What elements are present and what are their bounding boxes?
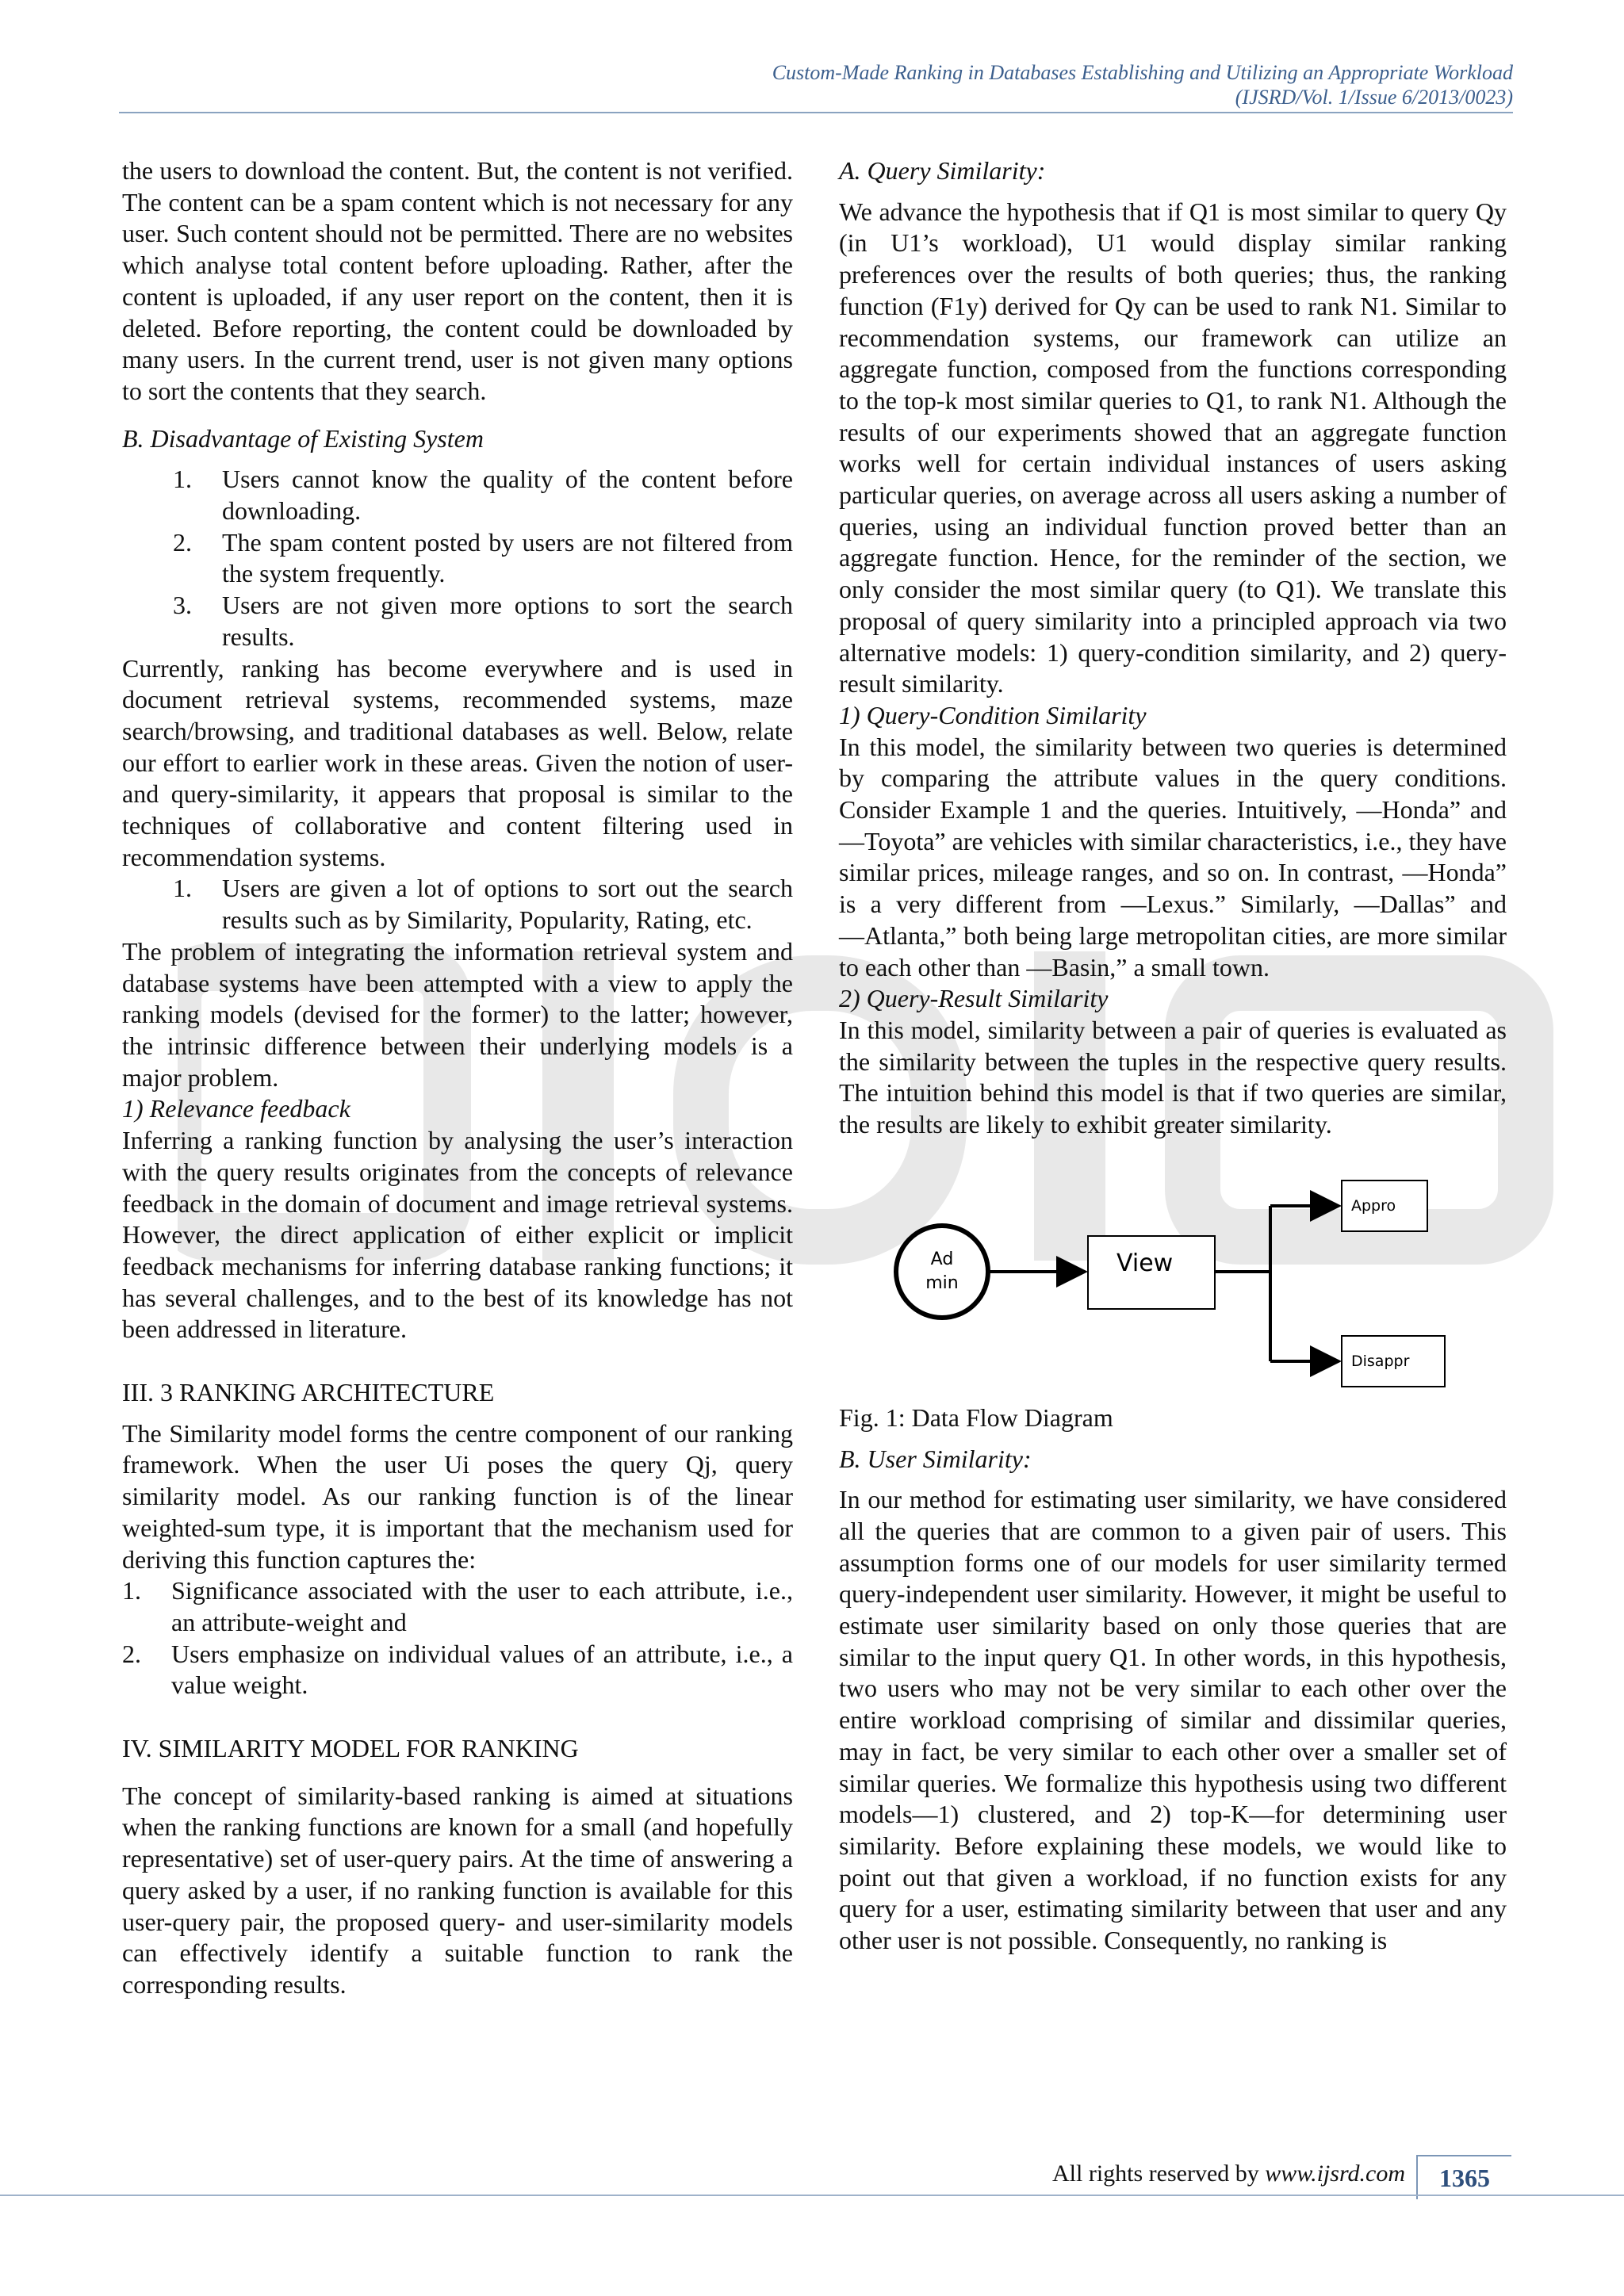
subsection-query-result: 2) Query-Result Similarity — [839, 984, 1109, 1013]
figure-caption: Fig. 1: Data Flow Diagram — [839, 1402, 1113, 1432]
page-number: 1365 — [1416, 2155, 1511, 2199]
subsection-query-similarity: A. Query Similarity: — [839, 156, 1046, 185]
running-head-title: Custom-Made Ranking in Databases Establishing and Utilizing an Appropriate Workload — [772, 61, 1513, 84]
list-item: 2. Users emphasize on individual values of an attribute, i.e., a value weight. — [122, 1639, 793, 1700]
user-similarity-paragraph: In our method for estimating user similarity, we have considered all the queries that are common to a given pair of users. This assumption forms one of our models for user similarity termed query-independent user similarity. However, it might be useful to estimate user similarity based on only those queries that are similar to the input query Q1. In other words, in this hypothesis, two users who may not be very similar to each other over the entire workload comprising of similar and dissimilar queries, may in fact, be very similar to each other over a smaller set of similar queries. We formalize this hypothesis using two different models—1) clustered, and 2) top-K—for determining user similarity. Before explaining these models, we would like to point out that given a workload, if no function exists for any query for a user, estimating similarity between that user and any other user is not possible. Consequently, no ranking is — [839, 1485, 1507, 1955]
footer-site-link[interactable]: www.ijsrd.com — [1265, 2160, 1405, 2187]
disadvantage-list — [122, 464, 793, 652]
problem-paragraph: The problem of integrating the information retrieval system and database systems have been attempted with a view to apply the ranking models (devised for the former) to the latter; however, the intrinsic difference between their underlying models is a major problem. — [122, 936, 793, 1092]
captures-list — [122, 1575, 793, 1701]
list-item: 1. Users cannot know the quality of the content before downloading. — [173, 465, 793, 526]
query-condition-paragraph: In this model, the similarity between two queries is determined by comparing the attribute values in the query conditions. Consider Example 1 and the queries. Intuitively, ―Honda” and ―Toyota” are vehicles with similar characteristics, i.e., they have similar prices, mileage ranges, and so on. In contrast, ―Honda” is a very different from ―Lexus.” Similarly, ―Dallas” and ―Atlanta,” both being large metropolitan cities, are more similar to each other than ―Basin,” a small town. — [839, 732, 1507, 982]
list-item: 3. Users are not given more options to sort the search results. — [173, 591, 793, 651]
list-item: 2. The spam content posted by users are not filtered from the system frequently. — [173, 527, 793, 588]
query-similarity-paragraph: We advance the hypothesis that if Q1 is most similar to query Qy (in U1’s workload), U1 would display similar ranking preferences over the results of both queries; thus, the ranking function (F1y) derived for Qy can be used to rank N1. Similar to recommendation systems, our framework can utilize an aggregate function, composed from the functions corresponding to the top-k most similar queries to Q1, to rank N1. Although the results of our experiments showed that an aggregate function works well for certain individual instances of users asking particular queries, on average across all users asking a number of queries, using an individual function proved better than an aggregate function. Hence, for the reminder of the section, we only consider the most similar query (to Q1). We translate this proposal of query similarity into a principled approach via two alternative models: 1) query-condition similarity, and 2) query-result similarity. — [839, 197, 1507, 698]
admin-node-label-2: min — [925, 1272, 959, 1293]
intro-paragraph: the users to download the content. But, the content is not verified. The content can be a spam content which is not necessary for any user. Such content should not be permitted. There are no websites which analyse total content before uploading. Rather, after the content is uploaded, if any user report on the content, then it is deleted. Before reporting, the content could be downloaded by many users. In the current trend, user is not given many options to sort the contents that they search. — [122, 156, 793, 405]
list-item: 1. Users are given a lot of options to sort out the search results such as by Similarity, Popularity, Rating, etc. — [173, 874, 793, 935]
footer-rule — [0, 2195, 1624, 2196]
subsection-query-condition: 1) Query-Condition Similarity — [839, 700, 1147, 729]
running-head — [772, 60, 1513, 109]
section-iii-title: III. 3 RANKING ARCHITECTURE — [122, 1378, 495, 1407]
subsection-disadvantage: B. Disadvantage of Existing System — [122, 423, 484, 453]
footer-rights-text: All rights reserved by — [1052, 2160, 1266, 2187]
section-iv-paragraph: The concept of similarity-based ranking is aimed at situations when the ranking functions are known for a small (and hopefully representative) set of user-query pairs. At the time of answering a query asked by a user, if no ranking function is available for this user-query pair, the proposed query- and user-similarity models can effectively identify a suitable function to rank the corresponding results. — [122, 1781, 793, 1999]
options-list — [122, 873, 793, 936]
footer-rights — [1052, 2160, 1405, 2188]
data-flow-diagram — [839, 1173, 1507, 1402]
header-rule — [119, 112, 1513, 113]
admin-node — [896, 1226, 988, 1318]
view-node-label: View — [1116, 1249, 1174, 1277]
disappr-node-label: Disappr — [1351, 1352, 1410, 1370]
inferring-paragraph: Inferring a ranking function by analysing the user’s interaction with the query results originates from the concepts of relevance feedback in the domain of document and image retrieval systems. However, the direct application of either explicit or implicit feedback mechanisms for inferring database ranking functions; it has several challenges, and to the best of its knowledge has not been addressed in literature. — [122, 1126, 793, 1344]
section-iv-title: IV. SIMILARITY MODEL FOR RANKING — [122, 1734, 579, 1763]
appro-node-label: Appro — [1351, 1196, 1396, 1215]
list-item: 1. Significance associated with the user to each attribute, i.e., an attribute-weight and — [122, 1576, 793, 1636]
subsection-user-similarity: B. User Similarity: — [839, 1444, 1032, 1473]
right-column — [839, 155, 1507, 1957]
query-result-paragraph: In this model, similarity between a pair of queries is evaluated as the similarity between the tuples in the respective query results. The intuition behind this model is that if two queries are similar, the results are likely to exhibit greater similarity. — [839, 1015, 1507, 1139]
section-iii-paragraph: The Similarity model forms the centre component of our ranking framework. When the user Ui poses the query Qj, query similarity model. As our ranking function is of the linear weighted-sum type, it is important that the mechanism used for deriving this function captures the: — [122, 1418, 793, 1574]
admin-node-label-1: Ad — [930, 1249, 954, 1269]
left-column — [122, 155, 793, 2001]
running-head-issue: (IJSRD/Vol. 1/Issue 6/2013/0023) — [1235, 86, 1513, 109]
currently-paragraph: Currently, ranking has become everywhere and is used in document retrieval systems, recommended systems, maze search/browsing, and traditional databases as well. Below, relate our effort to earlier work in these areas. Given the notion of user- and query-similarity, it appears that proposal is similar to the techniques of collaborative and content filtering used in recommendation systems. — [122, 653, 793, 871]
subsection-relevance-feedback: 1) Relevance feedback — [122, 1094, 350, 1123]
